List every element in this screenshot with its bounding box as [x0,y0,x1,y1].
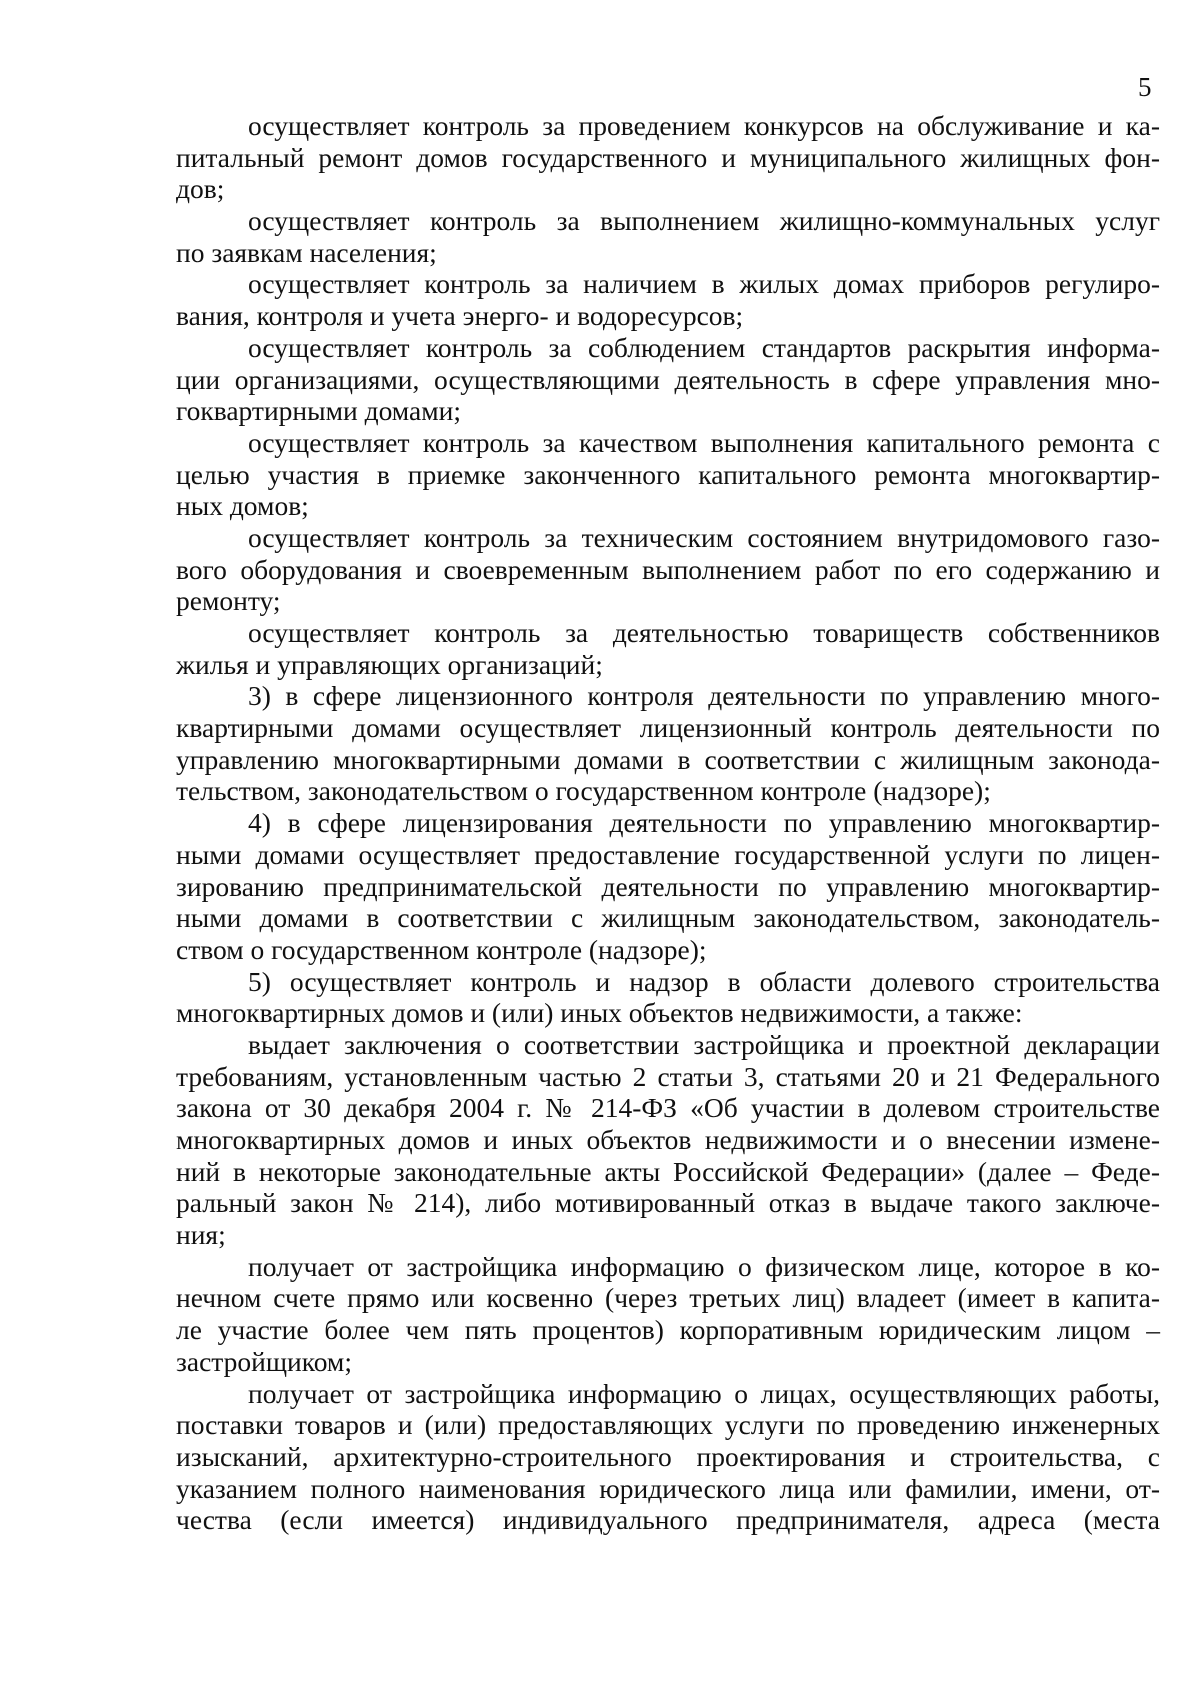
text-line: 3) в сфере лицензионного контроля деятельности по управлению много- [248,680,1160,712]
text-line: квартирными домами осуществляет лицензионный контроль деятельности по [176,712,1160,744]
text-line: указанием полного наименования юридического лица или фамилии, имени, от- [176,1472,1160,1504]
text-line: чества (если имеется) индивидуального предпринимателя, адреса (места [176,1504,1160,1536]
page-number: 5 [1138,72,1152,102]
text-line: ральный закон № 214), либо мотивированный отказ в выдаче такого заключе- [176,1187,1160,1219]
text-line: питальный ремонт домов государственного и муниципального жилищных фон- [176,141,1160,173]
text-line: осуществляет контроль за деятельностью товариществ собственников [248,617,1160,648]
text-line: выдает заключения о соответствии застройщика и проектной декларации [248,1028,1160,1060]
text-line: по заявкам населения; [176,236,437,268]
text-line: ремонту; [176,585,281,617]
text-line: многоквартирных домов и иных объектов недвижимости и о внесении измене- [176,1124,1160,1155]
text-line: многоквартирных домов и (или) иных объектов недвижимости, а также: [176,997,1023,1029]
text-line: зированию предпринимательской деятельности по управлению многоквартир- [176,870,1160,902]
text-line: получает от застройщика информацию о физическом лице, которое в ко- [248,1250,1160,1282]
text-line: 4) в сфере лицензирования деятельности по управлению многоквартир- [248,807,1160,839]
text-line: требованиям, установленным частью 2 статьи 3, статьями 20 и 21 Федерального [176,1060,1160,1092]
text-line: вания, контроля и учета энерго- и водоресурсов; [176,300,744,332]
text-line: дов; [176,173,225,205]
text-line: управлению многоквартирными домами в соответствии с жилищным законода- [176,743,1160,775]
text-line: осуществляет контроль за техническим состоянием внутридомового газо- [248,521,1160,553]
text-line: ством о государственном контроле (надзоре); [176,933,707,965]
text-line: получает от застройщика информацию о лицах, осуществляющих работы, [248,1377,1160,1409]
text-line: осуществляет контроль за выполнением жилищно-коммунальных услуг [248,205,1160,237]
text-line: гоквартирными домами; [176,395,461,427]
text-line: 5) осуществляет контроль и надзор в области долевого строительства [248,965,1160,997]
text-line: вого оборудования и своевременным выполнением работ по его содержанию и [176,553,1160,585]
text-line: застройщиком; [176,1345,352,1377]
text-line: ле участие более чем пять процентов) корпоративным юридическим лицом – [176,1314,1160,1346]
text-line: закона от 30 декабря 2004 г. № 214-ФЗ «Об участии в долевом строительстве [176,1092,1160,1124]
text-line: нечном счете прямо или косвенно (через третьих лиц) владеет (имеет в капита- [176,1282,1160,1314]
text-line: осуществляет контроль за проведением конкурсов на обслуживание и ка- [248,110,1160,141]
text-line: жилья и управляющих организаций; [176,648,603,680]
text-line: поставки товаров и (или) предоставляющих услуги по проведению инженерных [176,1409,1160,1441]
text-line: осуществляет контроль за наличием в жилых домах приборов регулиро- [248,268,1160,300]
text-line: целью участия в приемке законченного капитального ремонта многоквартир- [176,458,1160,490]
text-line: ции организациями, осуществляющими деятельность в сфере управления мно- [176,363,1160,395]
text-line: ния; [176,1219,226,1251]
text-line: тельством, законодательством о государственном контроле (надзоре); [176,775,991,807]
text-line: осуществляет контроль за соблюдением стандартов раскрытия информа- [248,331,1160,363]
text-line: изысканий, архитектурно-строительного проектирования и строительства, с [176,1440,1160,1472]
text-line: ний в некоторые законодательные акты Российской Федерации» (далее – Феде- [176,1155,1160,1187]
text-line: осуществляет контроль за качеством выполнения капитального ремонта с [248,426,1160,458]
text-line: ными домами осуществляет предоставление государственной услуги по лицен- [176,838,1160,870]
text-line: ных домов; [176,490,309,522]
text-line: ными домами в соответствии с жилищным законодательством, законодатель- [176,902,1160,934]
document-body [176,110,1160,1536]
